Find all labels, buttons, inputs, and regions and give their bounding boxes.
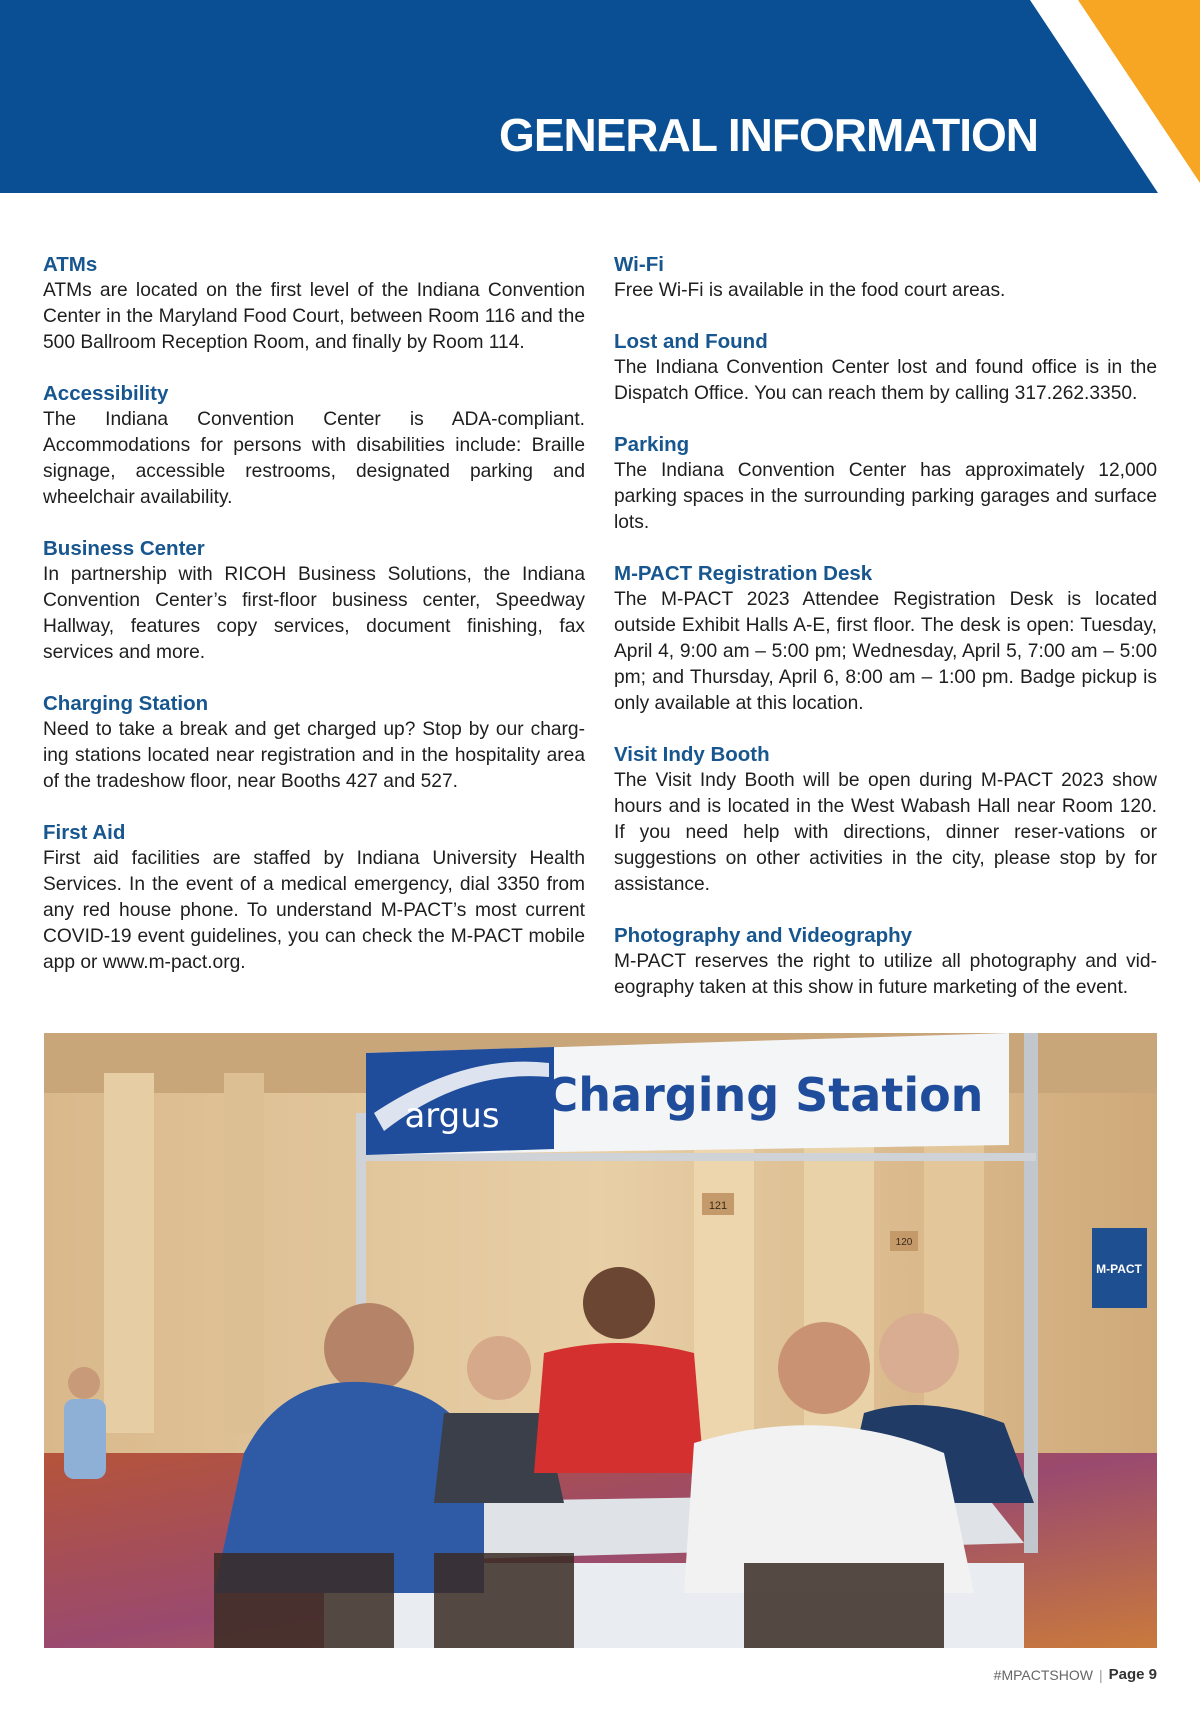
section-heading: Visit Indy Booth xyxy=(614,743,770,766)
chair xyxy=(744,1563,944,1648)
section-visit-indy-booth xyxy=(614,742,1157,898)
header-graphic xyxy=(0,0,1200,195)
section-body: Free Wi-Fi is available in the food court areas. xyxy=(614,280,1006,301)
chair xyxy=(214,1553,394,1648)
section-atms xyxy=(43,252,585,356)
section-heading: Accessibility xyxy=(43,382,169,405)
section-body: Need to take a break and get charged up? Stop by our charg-ing stations located near registration and in the hospitality area of the tradeshow floor, near Booths 427 and 527. xyxy=(43,719,585,792)
section-heading: Business Center xyxy=(43,537,205,560)
section-body: The Visit Indy Booth will be open during M-PACT 2023 show hours and is located in the West Wabash Hall near Room 120. If you need help with directions, dinner reser-vations or suggestions on other activities in the city, please stop by for assistance. xyxy=(614,770,1157,895)
section-heading: Photography and Videography xyxy=(614,924,913,947)
sign-text: Charging Station xyxy=(544,1068,984,1122)
section-parking xyxy=(614,432,1157,536)
section-body: ATMs are located on the first level of the Indiana Convention Center in the Maryland Food Court, between Room 116 and the 500 Ballroom Reception Room, and finally by Room 114. xyxy=(43,280,585,353)
section-business-center xyxy=(43,536,585,666)
footer-separator: | xyxy=(1098,1666,1103,1683)
header-blue-band xyxy=(0,0,1158,193)
banner-text: M-PACT xyxy=(1096,1262,1142,1276)
section-heading: First Aid xyxy=(43,821,126,844)
booth-pole xyxy=(1024,1033,1038,1553)
section-body: M-PACT reserves the right to utilize all photography and vid-eography taken at this show in future marketing of the event. xyxy=(614,951,1157,998)
booth-beam xyxy=(356,1153,1036,1161)
section-body: The Indiana Convention Center lost and found office is in the Dispatch Office. You can reach them by calling 317.262.3350. xyxy=(614,357,1157,404)
section-body: The Indiana Convention Center is ADA-compliant. Accommodations for persons with disabilities include: Braille signage, accessible restrooms, designated parking and wheelchair availability. xyxy=(43,409,585,508)
right-column xyxy=(614,252,1157,1026)
chair xyxy=(434,1553,574,1648)
person-body xyxy=(534,1343,704,1473)
section-first-aid xyxy=(43,820,585,976)
person-head xyxy=(467,1336,531,1400)
person-body xyxy=(64,1399,106,1479)
sign-brand: argus xyxy=(404,1096,500,1136)
photo-illustration xyxy=(44,1033,1157,1648)
section-accessibility xyxy=(43,381,585,511)
section-heading: Wi-Fi xyxy=(614,253,664,276)
section-heading: Charging Station xyxy=(43,692,209,715)
page-number: Page 9 xyxy=(1108,1666,1157,1683)
section-lost-and-found xyxy=(614,329,1157,407)
person-head xyxy=(879,1313,959,1393)
section-body: The Indiana Convention Center has approximately 12,000 parking spaces in the surrounding parking garages and surface lots. xyxy=(614,460,1157,533)
section-charging-station xyxy=(43,691,585,795)
wall-column xyxy=(224,1073,264,1433)
person-head xyxy=(778,1322,870,1414)
room-label: 121 xyxy=(708,1200,728,1212)
person-head xyxy=(68,1367,100,1399)
header-band xyxy=(0,0,1200,195)
left-column xyxy=(43,252,585,1001)
section-body: The M-PACT 2023 Attendee Registration Desk is located outside Exhibit Halls A-E, first floor. The desk is open: Tuesday, April 4, 9:00 am – 5:00 pm; Wednesday, April 5, 7:00 am – 5:00 pm; and Thursday, April 6, 8:00 am – 1:00 pm. Badge pickup is only available at this location. xyxy=(614,589,1157,714)
section-body: First aid facilities are staffed by Indiana University Health Services. In the event of a medical emergency, dial 3350 from any red house phone. To understand M-PACT’s most current COVID-19 event guidelines, you can check the M-PACT mobile app or www.m-pact.org. xyxy=(43,848,585,973)
section-heading: ATMs xyxy=(43,253,98,276)
footer-hashtag: #MPACTSHOW xyxy=(993,1666,1093,1683)
room-label: 120 xyxy=(895,1237,913,1248)
section-registration-desk xyxy=(614,561,1157,717)
section-heading: Lost and Found xyxy=(614,330,768,353)
section-heading: Parking xyxy=(614,433,690,456)
section-heading: M-PACT Registration Desk xyxy=(614,562,873,585)
section-photography xyxy=(614,923,1157,1001)
wall-column xyxy=(924,1093,984,1453)
wall-column xyxy=(104,1073,154,1433)
person-head xyxy=(583,1267,655,1339)
person-head xyxy=(324,1303,414,1393)
page-footer xyxy=(994,1666,1157,1683)
section-wifi xyxy=(614,252,1157,304)
charging-station-photo xyxy=(44,1033,1157,1648)
section-body: In partnership with RICOH Business Solutions, the Indiana Convention Center’s first-floor business center, Speedway Hallway, features copy services, document finishing, fax services and more. xyxy=(43,564,585,663)
page-title: GENERAL INFORMATION xyxy=(499,109,1038,161)
